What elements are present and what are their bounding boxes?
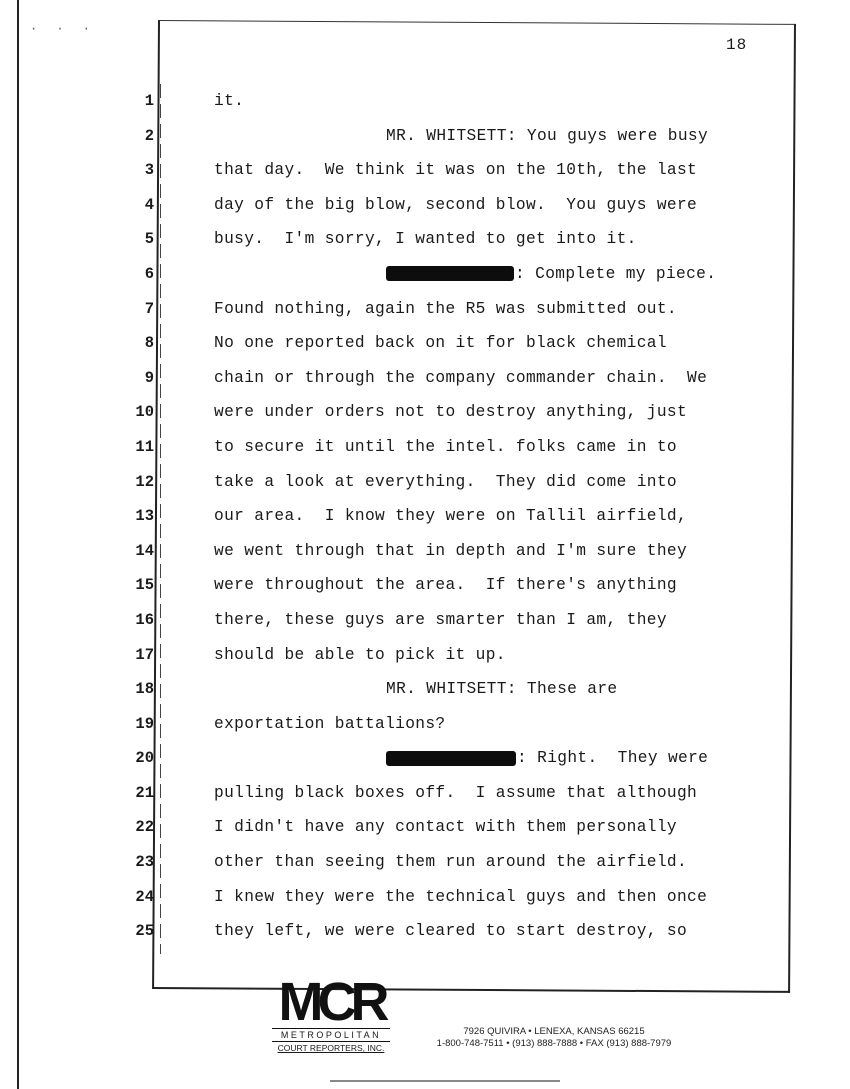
logo-line-metropolitan: METROPOLITAN: [272, 1028, 390, 1042]
line-number: 14: [135, 541, 154, 560]
margin-rule: [160, 84, 161, 954]
transcript-line: MR. WHITSETT: These are: [386, 680, 618, 699]
redaction-bar: [386, 266, 514, 281]
transcript-line: to secure it until the intel. folks came in to: [214, 437, 677, 456]
line-number: 1: [144, 92, 154, 110]
line-number: 23: [135, 853, 154, 872]
transcript-line: exportation battalions?: [214, 714, 446, 733]
transcript-line: Found nothing, again the R5 was submitted out.: [214, 299, 677, 318]
line-number-column: [120, 84, 154, 949]
transcript-line: they left, we were cleared to start destroy, so: [214, 922, 688, 941]
page-number: 18: [726, 36, 748, 54]
line-number: 5: [144, 230, 154, 249]
scan-edge-line: [17, 0, 19, 1089]
line-number: 13: [135, 507, 154, 526]
redaction-bar: [386, 751, 516, 766]
line-number: 12: [135, 472, 154, 491]
line-number: 22: [135, 818, 154, 837]
line-number: 21: [135, 783, 154, 802]
transcript-line: that day. We think it was on the 10th, the last: [214, 161, 698, 180]
line-number: 25: [135, 922, 154, 941]
transcript-line-redacted-speaker: [214, 257, 789, 292]
footer-address: [404, 1026, 704, 1050]
logo-line-court-reporters: COURT REPORTERS, INC.: [277, 1043, 385, 1053]
transcript-line: day of the big blow, second blow. You guys were: [214, 195, 698, 214]
transcript-line-text: : Complete my piece.: [515, 264, 717, 283]
line-number: 17: [135, 645, 154, 664]
line-number: 6: [144, 264, 154, 283]
transcript-line-text: : Right. They were: [517, 749, 709, 768]
scan-specks: · · ·: [30, 22, 97, 36]
line-number: 7: [144, 299, 154, 318]
transcript-line: take a look at everything. They did come into: [214, 472, 677, 491]
transcript-line: No one reported back on it for black chemical: [214, 334, 667, 353]
line-number: 8: [144, 334, 154, 353]
transcript-line: MR. WHITSETT: You guys were busy: [386, 126, 709, 145]
logo-mark: MCR: [278, 972, 384, 1032]
transcript-line: were throughout the area. If there's anything: [214, 576, 677, 595]
transcript-line: were under orders not to destroy anything, just: [214, 403, 688, 422]
transcript-line: it.: [214, 92, 245, 110]
line-number: 24: [135, 887, 154, 906]
line-number: 10: [135, 403, 154, 422]
transcript-line: we went through that in depth and I'm sure they: [214, 541, 688, 560]
line-number: 20: [135, 749, 154, 768]
line-number: 18: [135, 680, 154, 699]
line-number: 3: [144, 161, 154, 180]
line-number: 9: [144, 368, 154, 387]
line-number: 4: [144, 195, 154, 214]
address-line: 7926 QUIVIRA • LENEXA, KANSAS 66215: [463, 1026, 645, 1037]
court-reporters-logo: [272, 972, 390, 1054]
transcript-line: pulling black boxes off. I assume that although: [214, 783, 698, 802]
contact-line: 1-800-748-7511 • (913) 888-7888 • FAX (913) 888-7979: [436, 1038, 672, 1049]
scan-bottom-line: [330, 1080, 560, 1082]
line-number: 15: [135, 576, 154, 595]
transcript-line: I didn't have any contact with them personally: [214, 818, 677, 837]
line-number: 11: [135, 437, 154, 456]
transcript-line: I knew they were the technical guys and then once: [214, 887, 708, 906]
transcript-line: other than seeing them run around the airfield.: [214, 853, 688, 872]
transcript-line-redacted-speaker: [214, 741, 789, 776]
transcript-line: chain or through the company commander chain. We: [214, 368, 708, 387]
transcript-text: [214, 84, 789, 949]
line-number: 16: [135, 610, 154, 629]
transcript-line: there, these guys are smarter than I am, they: [214, 610, 667, 629]
transcript-line: should be able to pick it up.: [214, 645, 506, 664]
transcript-line: busy. I'm sorry, I wanted to get into it.: [214, 230, 637, 249]
line-number: 2: [144, 126, 154, 145]
transcript-line: our area. I know they were on Tallil airfield,: [214, 507, 688, 526]
line-number: 19: [135, 714, 154, 733]
